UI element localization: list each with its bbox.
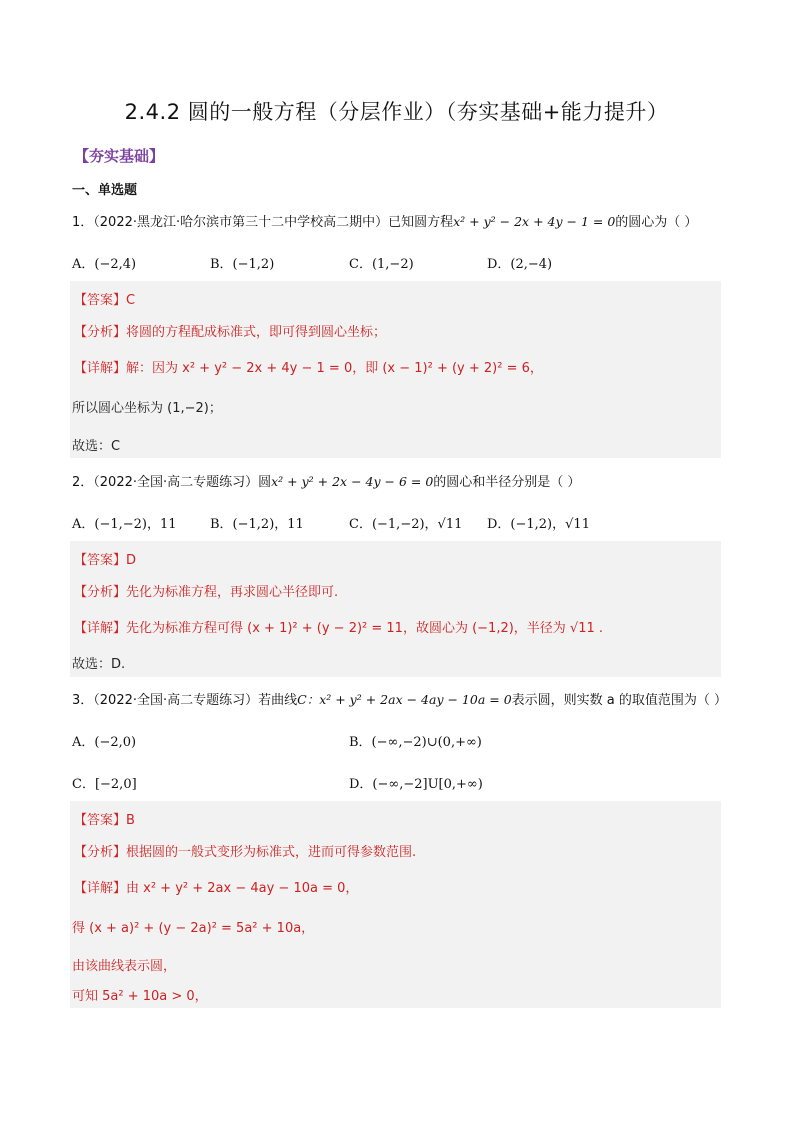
q1-option-a: A．(−2,4) (72, 257, 137, 272)
q1-analysis-label: 【分析】 (74, 325, 127, 340)
q2-choice: 故选：D. (72, 657, 126, 672)
q1-answer-value: C (126, 293, 136, 308)
q1-analysis (74, 321, 386, 340)
q3-option-a: A．(−2,0) (72, 735, 137, 750)
q2-detail-label: 【详解】 (74, 621, 127, 636)
q1-detail (74, 357, 543, 376)
q1-option-d: D．(2,−4) (487, 257, 553, 272)
q2-analysis-label: 【分析】 (74, 585, 127, 600)
q3-detail-line4: 可知 5a² + 10a > 0， (72, 989, 208, 1004)
q1-stem-equation: x² + y² − 2x + 4y − 1 = 0 (453, 214, 616, 229)
q3-detail (74, 877, 358, 896)
q3-answer-label: 【答案】 (74, 813, 127, 828)
q3-analysis-text: 根据圆的一般式变形为标准式，进而可得参数范围. (126, 845, 417, 860)
q2-analysis-text: 先化为标准方程，再求圆心半径即可. (126, 585, 339, 600)
q3-stem-equation: C：x² + y² + 2ax − 4ay − 10a = 0 (297, 692, 512, 707)
q3-stem-prefix: 3．（2022·全国·高二专题练习）若曲线 (72, 693, 298, 708)
q3-detail-label: 【详解】 (74, 881, 127, 896)
q1-option-b: B．(−1,2) (210, 257, 275, 272)
q2-answer-value: D (126, 553, 137, 568)
q1-answer-box (70, 281, 721, 458)
q3-analysis (74, 841, 416, 860)
q2-detail (74, 617, 603, 636)
q1-choice: 故选：C (72, 439, 121, 454)
page-title: 2.4.2 圆的一般方程（分层作业）（夯实基础+能力提升） (124, 100, 669, 124)
q2-answer-box (70, 541, 721, 677)
q3-detail-line3: 由该曲线表示圆， (72, 959, 177, 974)
q1-stem-suffix: 的圆心为（ ） (615, 215, 698, 230)
q3-answer (74, 809, 135, 828)
section-heading: 一、单选题 (72, 183, 138, 198)
q2-stem-suffix: 的圆心和半径分别是（ ） (433, 475, 581, 490)
q1-option-c: C．(1,−2) (349, 257, 414, 272)
q2-stem-equation: x² + y² + 2x − 4y − 6 = 0 (271, 474, 434, 489)
q2-option-a: A．(−1,−2)，11 (72, 517, 177, 532)
q3-option-d: D．(−∞,−2]U[0,+∞) (349, 777, 483, 792)
q1-analysis-text: 将圆的方程配成标准式，即可得到圆心坐标； (126, 325, 387, 340)
q1-detail-text: 解：因为 x² + y² − 2x + 4y − 1 = 0，即 (x − 1)² + (y + 2)² = 6， (126, 361, 543, 376)
q1-answer-label: 【答案】 (74, 293, 127, 308)
q2-stem-prefix: 2．（2022·全国·高二专题练习）圆 (72, 475, 272, 490)
q2-option-b: B．(−1,2)，11 (210, 517, 304, 532)
q3-stem-suffix: 表示圆，则实数 a 的取值范围为（ ） (511, 693, 728, 708)
q2-answer (74, 549, 136, 568)
q3-detail-line2: 得 (x + a)² + (y − 2a)² = 5a² + 10a， (72, 921, 315, 936)
question-1-stem (72, 211, 697, 230)
q2-detail-text: 先化为标准方程可得 (x + 1)² + (y − 2)² = 11，故圆心为 (−1,2)，半径为 √11 . (126, 621, 604, 636)
q3-option-b: B．(−∞,−2)∪(0,+∞) (349, 735, 482, 750)
q3-answer-value: B (126, 813, 135, 828)
q3-answer-box (70, 801, 721, 1008)
question-3-stem (72, 689, 727, 708)
q2-option-d: D．(−1,2)，√11 (487, 517, 590, 532)
q2-analysis (74, 581, 338, 600)
q3-option-c: C．[−2,0] (72, 777, 137, 792)
q3-detail-text: 由 x² + y² + 2ax − 4ay − 10a = 0， (126, 881, 359, 896)
q2-option-c: C．(−1,−2)，√11 (349, 517, 463, 532)
q1-stem-prefix: 1．（2022·黑龙江·哈尔滨市第三十二中学校高二期中）已知圆方程 (72, 215, 454, 230)
q1-detail-line2: 所以圆心坐标为 (1,−2)； (72, 401, 222, 416)
q2-answer-label: 【答案】 (74, 553, 127, 568)
q1-detail-label: 【详解】 (74, 361, 127, 376)
q1-answer (74, 289, 135, 308)
question-2-stem (72, 471, 580, 490)
section-tag: 【夯实基础】 (74, 147, 165, 165)
q3-analysis-label: 【分析】 (74, 845, 127, 860)
